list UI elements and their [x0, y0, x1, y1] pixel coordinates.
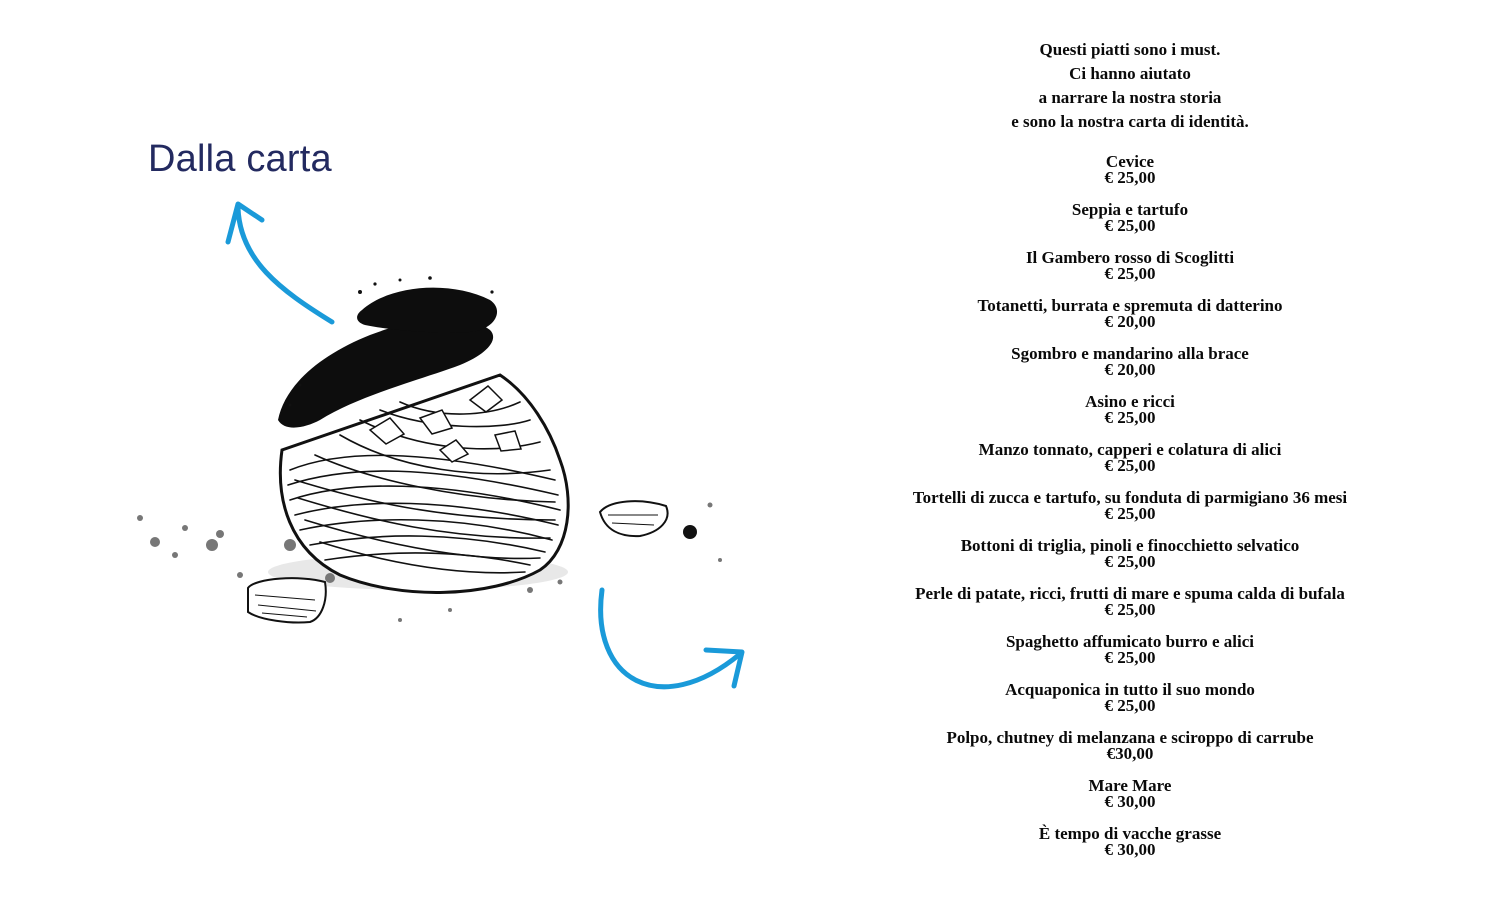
dish-name: Seppia e tartufo: [1071, 200, 1189, 219]
dish-item: [880, 297, 1380, 345]
dish-name: Bottoni di triglia, pinoli e finocchietto selvatico: [960, 536, 1300, 555]
dish-item: [880, 585, 1380, 633]
dish-name: Mare Mare: [1088, 776, 1172, 795]
dish-price: € 25,00: [1104, 456, 1156, 475]
intro-line: a narrare la nostra storia: [1038, 88, 1222, 107]
dish-name: Acquaponica in tutto il suo mondo: [1005, 680, 1255, 699]
dish-name: Il Gambero rosso di Scoglitti: [1025, 248, 1235, 267]
dish-price: € 30,00: [1104, 792, 1156, 811]
dish-item: [880, 537, 1380, 585]
page-title: Dalla carta: [148, 138, 332, 180]
menu-column: [880, 38, 1380, 873]
dish-price: € 25,00: [1104, 408, 1156, 427]
dish-name: Perle di patate, ricci, frutti di mare e spuma calda di bufala: [915, 584, 1345, 603]
dish-price: € 25,00: [1104, 504, 1156, 523]
dish-name: Polpo, chutney di melanzana e sciroppo di carrube: [946, 728, 1314, 747]
dish-list: [880, 153, 1380, 873]
dish-price: € 30,00: [1104, 840, 1156, 859]
dish-item: [880, 681, 1380, 729]
dish-item: [880, 633, 1380, 681]
intro-text: [880, 38, 1380, 134]
dish-price: € 25,00: [1104, 264, 1156, 283]
arrow-right-icon: [601, 590, 742, 687]
dish-item: [880, 153, 1380, 201]
dish-item: [880, 777, 1380, 825]
dish-name: Manzo tonnato, capperi e colatura di alici: [978, 440, 1282, 459]
arrow-up-icon: [228, 204, 332, 322]
dish-price: € 20,00: [1104, 312, 1156, 331]
dish-name: Asino e ricci: [1085, 392, 1175, 411]
dish-price: €30,00: [1106, 744, 1154, 763]
dish-name: Tortelli di zucca e tartufo, su fonduta di parmigiano 36 mesi: [912, 488, 1348, 507]
pasta-nest-drawing: [137, 276, 722, 622]
dish-item: [880, 249, 1380, 297]
dish-item: [880, 345, 1380, 393]
dish-price: € 20,00: [1104, 360, 1156, 379]
dish-name: Spaghetto affumicato burro e alici: [1005, 632, 1255, 651]
dish-item: [880, 393, 1380, 441]
dish-name: Cevice: [1105, 152, 1155, 171]
dish-price: € 25,00: [1104, 168, 1156, 187]
dish-price: € 25,00: [1104, 696, 1156, 715]
dish-item: [880, 825, 1380, 873]
dish-item: [880, 729, 1380, 777]
intro-line: Ci hanno aiutato: [1069, 64, 1191, 83]
dish-name: Sgombro e mandarino alla brace: [1011, 344, 1249, 363]
pasta-illustration: [100, 180, 780, 720]
dish-item: [880, 489, 1380, 537]
intro-line: e sono la nostra carta di identità.: [1011, 112, 1249, 131]
dish-price: € 25,00: [1104, 600, 1156, 619]
dish-item: [880, 441, 1380, 489]
dish-name: È tempo di vacche grasse: [1038, 824, 1222, 843]
dish-item: [880, 201, 1380, 249]
dish-price: € 25,00: [1104, 216, 1156, 235]
dish-name: Totanetti, burrata e spremuta di datterino: [977, 296, 1283, 315]
dish-price: € 25,00: [1104, 552, 1156, 571]
dish-price: € 25,00: [1104, 648, 1156, 667]
intro-line: Questi piatti sono i must.: [1039, 40, 1221, 59]
